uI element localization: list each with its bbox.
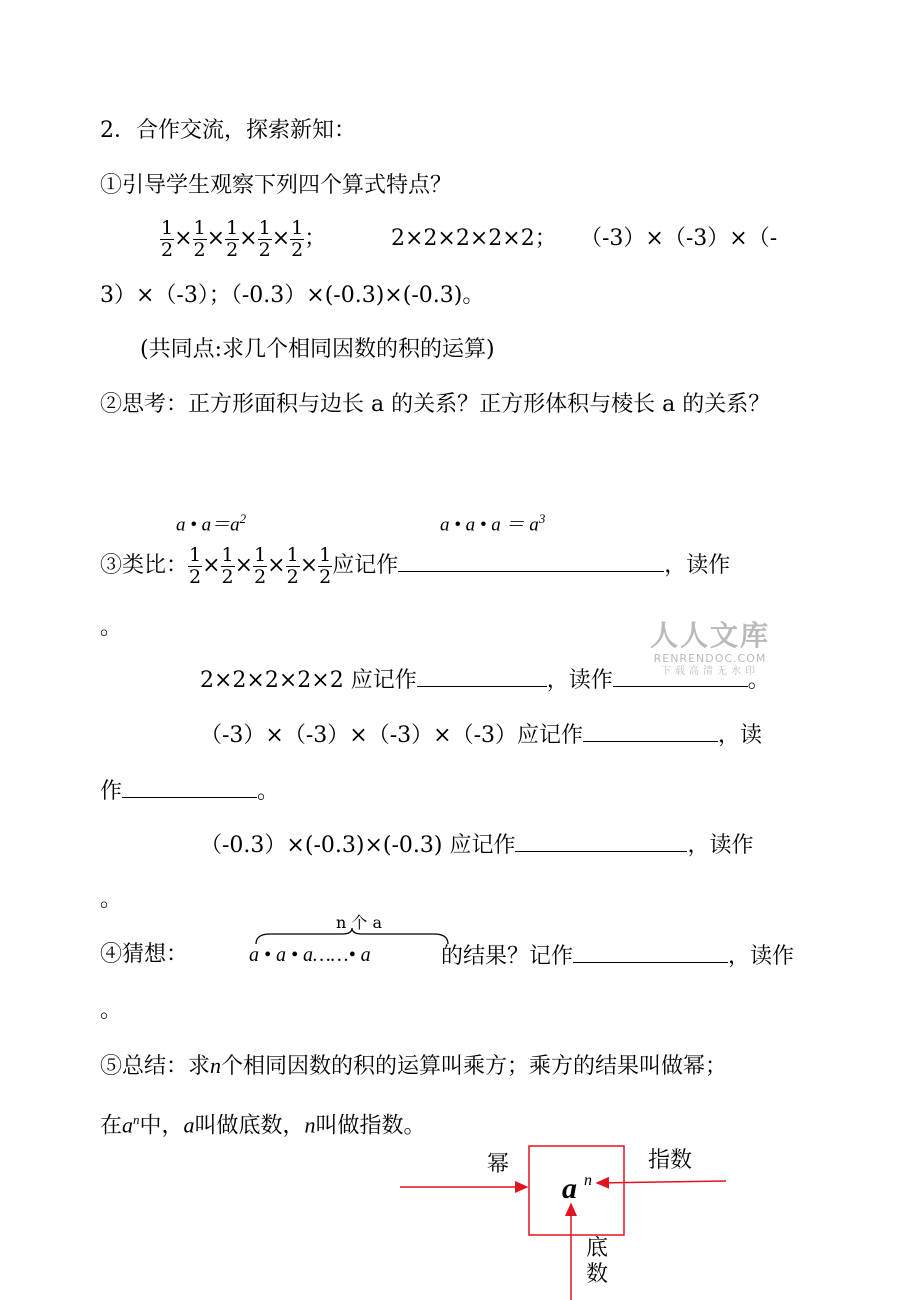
times-sign: ×: [299, 553, 319, 578]
label-power: 幂: [487, 1152, 510, 1177]
fraction: $\frac{1}{2}$: [189, 543, 202, 588]
answer-blank[interactable]: [398, 551, 664, 572]
watermark-slogan: 下载高清无水印: [661, 666, 759, 677]
answer-blank[interactable]: [583, 721, 718, 742]
fraction: $\frac{1}{2}$: [258, 216, 271, 261]
fraction: $\frac{1}{2}$: [226, 216, 239, 261]
watermark-domain: RENRENDOC.COM: [653, 652, 767, 665]
answer-blank[interactable]: [515, 831, 687, 852]
fraction: $\frac{1}{2}$: [161, 216, 174, 261]
item3-line3-cont: 作 。: [100, 779, 280, 804]
times-sign: ×: [267, 553, 286, 578]
item1-text: ①引导学生观察下列四个算式特点？: [100, 173, 453, 198]
period: 。: [100, 887, 123, 912]
period: 。: [100, 998, 123, 1023]
times-sign: ×: [234, 553, 254, 578]
item3-line1: [100, 540, 730, 592]
diagram-exponent: n: [584, 1172, 592, 1189]
diagram-base: a: [562, 1172, 577, 1205]
item1-expr1-line: [160, 213, 326, 265]
formula-square: a • $a=a^2$: [176, 511, 247, 536]
item4-label: ④猜想：: [100, 942, 189, 967]
answer-blank[interactable]: [122, 777, 257, 798]
section-heading: 2．合作交流，探索新知：: [100, 118, 356, 143]
item1-expr3-part1: （-3）×（-3）×（-: [580, 226, 778, 251]
watermark: [645, 620, 775, 678]
fraction: $\frac{1}{2}$: [286, 543, 299, 588]
fraction: $\frac{1}{2}$: [254, 543, 267, 588]
fraction: $\frac{1}{2}$: [221, 543, 234, 588]
watermark-title: 人人文库: [649, 619, 770, 652]
write-as-label: 应记作: [332, 553, 399, 578]
times-sign: ×: [206, 226, 226, 251]
item3-line3: （-3）×（-3）×（-3）×（-3）应记作 ，读: [200, 723, 763, 748]
fraction: $\frac{1}{2}$: [193, 216, 206, 261]
item5-line1: ⑤总结：求n个相同因数的积的运算叫乘方；乘方的结果叫做幂；: [100, 1053, 728, 1079]
label-exponent: 指数: [648, 1148, 693, 1173]
item3-line2: 2×2×2×2×2 应记作 ，读作 。: [200, 668, 770, 693]
times-sign: ×: [174, 226, 193, 251]
item1-expr3-part2: 3）×（-3）；（-0.3）×(-0.3)×(-0.3)。: [100, 283, 485, 308]
item4-product: a • a • a……• a: [249, 944, 371, 966]
answer-blank[interactable]: [417, 666, 547, 687]
item1-expr2: 2×2×2×2×2；: [391, 226, 557, 251]
exponent-arrow: [597, 1181, 726, 1183]
formula-cube: a • a • $a = a^3$: [440, 511, 546, 536]
answer-blank[interactable]: [573, 942, 728, 963]
separator: ；: [304, 226, 327, 251]
item1-note: (共同点:求几个相同因数的积的运算): [140, 337, 495, 362]
fraction: $\frac{1}{2}$: [291, 216, 304, 261]
fraction: $\frac{1}{2}$: [319, 543, 332, 588]
times-sign: ×: [202, 553, 221, 578]
item5-line2: 在$a^n$中，a叫做底数，n叫做指数。: [100, 1112, 426, 1139]
item4-rest: 的结果？记作 ，读作: [441, 944, 795, 969]
times-sign: ×: [239, 226, 258, 251]
label-base: 底数: [586, 1236, 609, 1287]
times-sign: ×: [271, 226, 291, 251]
item3-label: ③类比：: [100, 553, 189, 578]
item3-line4: （-0.3）×(-0.3)×(-0.3) 应记作 ，读作: [200, 833, 754, 858]
item2-text: ②思考：正方形面积与边长 a 的关系？正方形体积与棱长 a 的关系？: [100, 392, 771, 417]
read-as-label: ，读作: [664, 553, 731, 578]
brace-label: n 个 a: [336, 913, 383, 932]
period: 。: [100, 615, 123, 640]
